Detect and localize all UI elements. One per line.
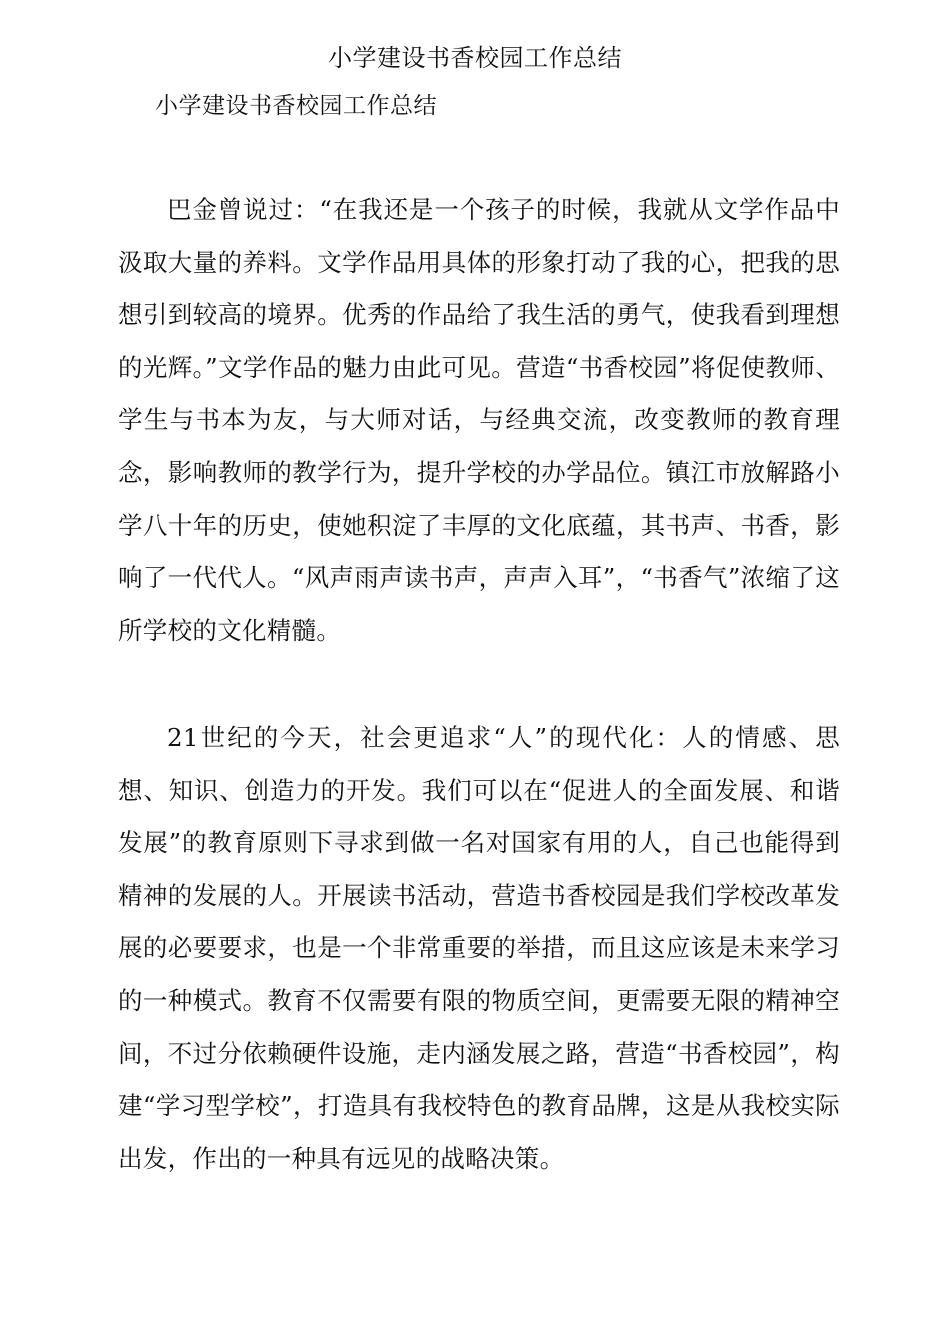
body-paragraph: 巴金曾说过：“在我还是一个孩子的时候，我就从文学作品中汲取大量的养料。文学作品用具体的形象打动了我的心，把我的思想引到较高的境界。优秀的作品给了我生活的勇气，使我看到理想的光辉。”文学作品的魅力由此可见。营造“书香校园”将促使教师、学生与书本为友，与大师对话，与经典交流，改变教师的教育理念，影响教师的教学行为，提升学校的办学品位。镇江市放解路小学八十年的历史，使她积淀了丰厚的文化底蕴，其书声、书香，影响了一代代人。“风声雨声读书声，声声入耳”，“书香气”浓缩了这所学校的文化精髓。 [118, 195, 840, 645]
body-paragraph: 21世纪的今天，社会更追求“人”的现代化：人的情感、思想、知识、创造力的开发。我们可以在“促进人的全面发展、和谐发展”的教育原则下寻求到做一名对国家有用的人，自己也能得到精神的发展的人。开展读书活动，营造书香校园是我们学校改革发展的必要要求，也是一个非常重要的举措，而且这应该是未来学习的一种模式。教育不仅需要有限的物质空间，更需要无限的精神空间，不过分依赖硬件设施，走内涵发展之路，营造“书香校园”，构建“学习型学校”，打造具有我校特色的教育品牌，这是从我校实际出发，作出的一种具有远见的战略决策。 [118, 723, 840, 1173]
document-title: 小学建设书香校园工作总结 [328, 44, 622, 72]
document-subtitle: 小学建设书香校园工作总结 [155, 93, 437, 119]
